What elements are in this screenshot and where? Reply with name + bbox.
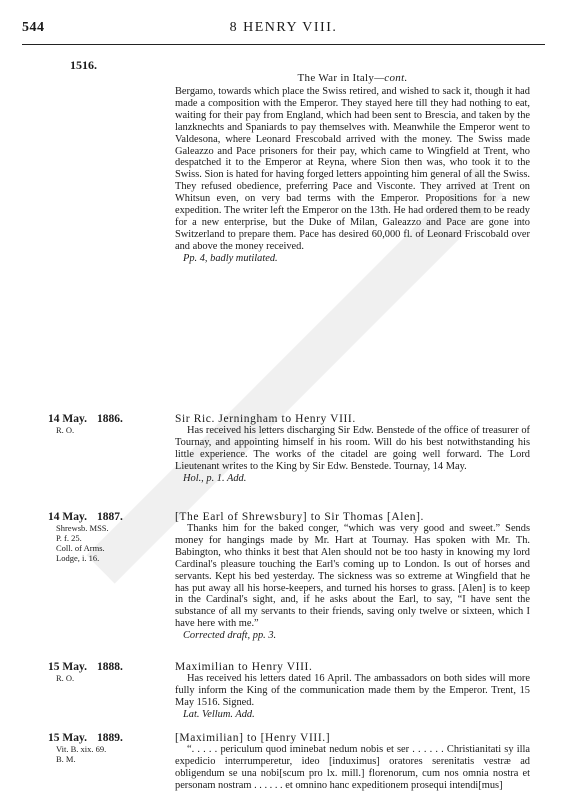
entry-text: “. . . . . periculum quod iminebat nedum nobis et ser . . . . . . Christianitati sy illa expedicio interrumperetur, ideo [induximus] oratores serenitatis vestræ ad obligendum se una nobi[scum pro lx. mill.] florenorum, cum nos omnia nostra et personam nostram . . . . . . et omnino hanc expeditionem prosequi intendi[mus] <box>175 744 530 791</box>
entry-title: [Maximilian] to [Henry VIII.] <box>175 732 331 744</box>
entry-source: R. O. <box>56 425 75 435</box>
entry-text: Has received his letters discharging Sir Edw. Benstede of the office of treasurer of Tournay, and appointing himself in his room. Will do his best notwithstanding his little experience. The works of the citadel are going well forward. The Lord Lieutenant writes to the King by Sir Edw. Benstede. Tournay, 14 May. <box>175 425 530 472</box>
entry-source: Vit. B. xix. 69. B. M. <box>56 744 107 764</box>
entry-1886 <box>175 413 530 485</box>
entry-number: 1887. <box>96 511 123 523</box>
entry-note: Corrected draft, pp. 3. <box>183 630 277 642</box>
entry-date: 14 May. 1886. <box>48 413 123 425</box>
entry-number: 1889. <box>96 732 123 744</box>
entry-date: 15 May. 1889. <box>48 732 123 744</box>
entry-note: Hol., p. 1. Add. <box>183 472 247 484</box>
entry-continuation <box>175 72 530 265</box>
entry-note: Lat. Vellum. Add. <box>183 708 255 720</box>
entry-title: Maximilian to Henry VIII. <box>175 661 313 673</box>
entry-note: Pp. 4, badly mutilated. <box>183 252 278 264</box>
entry-text: Has received his letters dated 16 April. The ambassadors on both sides will more fully inform the King of the communication made them by the Emperor. Trent, 15 May 1516. Signed. <box>175 673 530 708</box>
entry-margin-1886 <box>48 413 158 435</box>
entry-1889 <box>175 732 530 792</box>
entry-number: 1886. <box>96 413 123 425</box>
entry-title: [The Earl of Shrewsbury] to Sir Thomas [Alen]. <box>175 511 425 523</box>
entry-date: 14 May. 1887. <box>48 511 123 523</box>
page-number: 544 <box>22 20 45 35</box>
entry-text: Thanks him for the baked conger, “which was very good and sweet.” Sends money for hangings made by Mr. Hart at Tournay. Has spoken with Mr. Th. Babington, who thinks it best that Alen should not be too hasty in knowing my lord Cardinal's pleasure touching the Earl's coming up to London. Is out of horses and servants. Kept his bed yesterday. The sickness was so extreme at Wingfield that he has put away all his horse-keepers, and turned his horses to grass. [Alen] is to keep in the Cardinal's sight, and, if he asks about the Earl, to say, “I have sent the substance of all my servants to their friends, saving only twelve or sixteen, which I have here with me.” <box>175 523 530 630</box>
year-label: 1516. <box>70 58 97 72</box>
header-rule <box>22 44 545 45</box>
entry-margin-1887 <box>48 511 158 563</box>
entry-1888 <box>175 661 530 721</box>
entry-text: Bergamo, towards which place the Swiss retired, and wished to sack it, though it had made a composition with the Emperor. They stayed here till they had nothing to eat, waiting for their pay from England, which had been sent to Brescia, and taken by the lanzknechts and Spaniards to pay themselves with. Meanwhile the Emperor went to Valdesona, where Leonard Frescobald arrived with the money. The Swiss made Galeazzo and Pace prisoners for their pay, which came to Wingfield at Trent, who despatched it to the Emperor at Reyna, where Sion then was, who took it to the Swiss. Sion is hated for having forged letters appointing him general of all the Swiss. They refused obedience, preferring Pace and Visconte. They arrived at Trent on Whitsun even, on very bad terms with the Emperor. Propositions for a new expedition. The writer left the Emperor on the 13th. He had ordered them to be ready for a new enterprise, but the Duke of Milan, Galeazzo and Pace are gone into Switzerland to prepare them. Pace has desired 60,000 fl. of Leonard Friscobald over and above the money received. <box>175 86 530 252</box>
running-title: 8 HENRY VIII. <box>229 20 338 35</box>
entry-margin-1889 <box>48 732 158 764</box>
entry-source: Shrewsb. MSS. P. f. 25. Coll. of Arms. Lodge, i. 16. <box>56 523 109 563</box>
entry-1887 <box>175 511 530 642</box>
entry-date: 15 May. 1888. <box>48 661 123 673</box>
entry-title: Sir Ric. Jerningham to Henry VIII. <box>175 413 356 425</box>
entry-margin-1888 <box>48 661 158 683</box>
entry-subheading: The War in Italy—cont. <box>297 72 408 84</box>
entry-number: 1888. <box>96 661 123 673</box>
entry-source: R. O. <box>56 673 75 683</box>
